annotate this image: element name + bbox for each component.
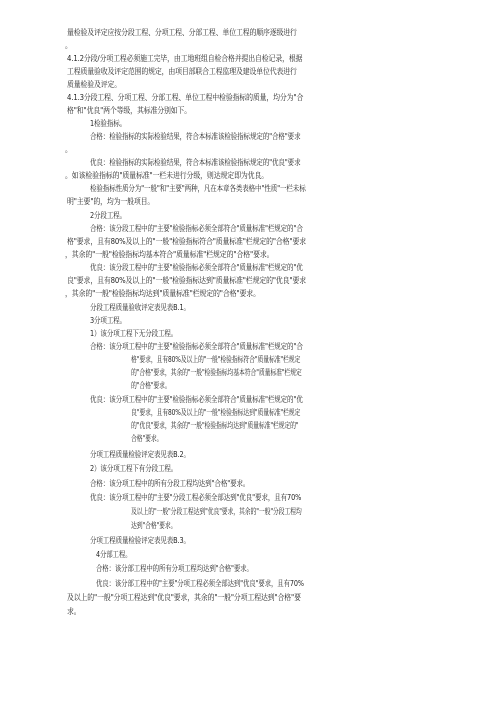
body-text-line: 优良：检验指标的实际检验结果，符合本标准该检验指标规定的"优良"要求 <box>90 158 301 167</box>
body-text-line: 合格：该分项工程中的"主要"检验指标必须全部符合"质量标准"栏规定的"合 <box>90 342 303 351</box>
subsection-heading: 2）该分项工程下有分段工程。 <box>90 464 178 473</box>
body-text-line: 合格：该分部工程中的所有分项工程均达到"合格"要求。 <box>96 564 253 573</box>
section-heading: 1检验指标。 <box>90 119 127 128</box>
table-reference: 分项工程质量检验评定表见表B.2。 <box>90 450 190 459</box>
body-text-line: 良"要求，且有80%及以上的"一般"检验指标达到"质量标准"栏规定的"优良"要求 <box>67 276 306 285</box>
body-text-line: 质量检验及评定。 <box>67 80 122 89</box>
body-text-line: 优良：该分段工程中的"主要"检验指标必须全部符合"质量标准"栏规定的"优 <box>90 263 303 272</box>
body-text-line: 求。 <box>67 607 81 616</box>
clause-4-1-3: 4.1.3分段工程、分项工程、分部工程、单位工程中检验指标的质量，均分为"合 <box>67 93 304 102</box>
section-heading: 2分段工程。 <box>90 211 127 220</box>
table-reference: 分项工程质量检验评定表见表B.3。 <box>90 536 190 545</box>
body-text-line: 的"合格"要求，其余的"一般"检验指标均基本符合"质量标准"栏规定 <box>131 368 302 377</box>
body-text-line: 检验指标性质分为"一般"和"主要"两种，凡在本章各类表格中"性质"一栏未标 <box>90 184 306 193</box>
body-text-line: 。如该检验指标的"质量标准"一栏未进行分级，则达规定即为优良。 <box>65 171 269 180</box>
subsection-heading: 1）该分项工程下无分段工程。 <box>90 329 178 338</box>
section-heading: 3分项工程。 <box>90 316 127 325</box>
body-text-line: 合格：该分项工程中的所有分段工程均达到"合格"要求。 <box>90 479 250 488</box>
body-text-line: 优良：该分项工程中的"主要"检验指标必须全部符合"质量标准"栏规定的"优 <box>90 395 303 404</box>
body-text-line: 量检验及评定应按分段工程、分项工程、分部工程、单位工程的顺序逐级进行 <box>67 28 297 37</box>
body-text-line: 格"要求，且有80%及以上的"一般"检验指标符合"质量标准"栏规定 <box>131 355 301 364</box>
body-text-line: 合格"要求。 <box>131 434 163 443</box>
body-text-line: 工程质量验收及评定范围的规定，由项目部联合工程监理及建设单位代表进行 <box>67 67 297 76</box>
body-text-line: 格"和"优良"两个等级，其标准分别如下。 <box>67 106 192 115</box>
body-text-line: 合格：该分段工程中的"主要"检验指标必须全部符合"质量标准"栏规定的"合 <box>90 224 303 233</box>
body-text-line: ，其余的"一般"检验指标均基本符合"质量标准"栏规定的"合格"要求。 <box>65 250 274 259</box>
body-text-line: 。 <box>65 41 72 50</box>
body-text-line: 。 <box>65 145 72 154</box>
section-heading: 4分部工程。 <box>96 550 132 559</box>
body-text-line: ，其余的"一般"检验指标均达到"质量标准"栏规定的"合格"要求。 <box>65 289 260 298</box>
body-text-line: 及以上的"一般"分项工程达到"优良"要求，其余的"一般"分项工程达到"合格"要 <box>67 593 301 602</box>
body-text-line: 合格：检验指标的实际检验结果，符合本标准该检验指标规定的"合格"要求 <box>90 132 301 141</box>
body-text-line: 的"优良"要求，其余的"一般"检验指标均达到"质量标准"栏规定的" <box>131 421 299 430</box>
body-text-line: 明"主要"的，均为一般项目。 <box>67 197 155 206</box>
table-reference: 分段工程质量验收评定表见表B.1。 <box>90 303 190 312</box>
body-text-line: 良"要求，且有80%及以上的"一般"检验指标达到"质量标准"栏规定 <box>131 408 301 417</box>
body-text-line: 达到"合格"要求。 <box>131 521 177 530</box>
clause-4-1-2: 4.1.2分段/分项工程必须施工完毕，由工地班组自检合格并提出自检记录，根据 <box>67 54 303 63</box>
body-text-line: 优良：该分项工程中的"主要"分段工程必须全部达到"优良"要求，且有70% <box>90 493 302 502</box>
body-text-line: 及以上的"一般"分段工程达到"优良"要求，其余的"一般"分段工程均 <box>131 507 302 516</box>
body-text-line: 优良：该分部工程中的"主要"分项工程必须全部达到"优良"要求，且有70% <box>96 579 304 588</box>
body-text-line: 的"合格"要求。 <box>131 381 171 390</box>
body-text-line: 格"要求，且有80%及以上的"一般"检验指标符合"质量标准"栏规定的"合格"要求 <box>67 237 306 246</box>
